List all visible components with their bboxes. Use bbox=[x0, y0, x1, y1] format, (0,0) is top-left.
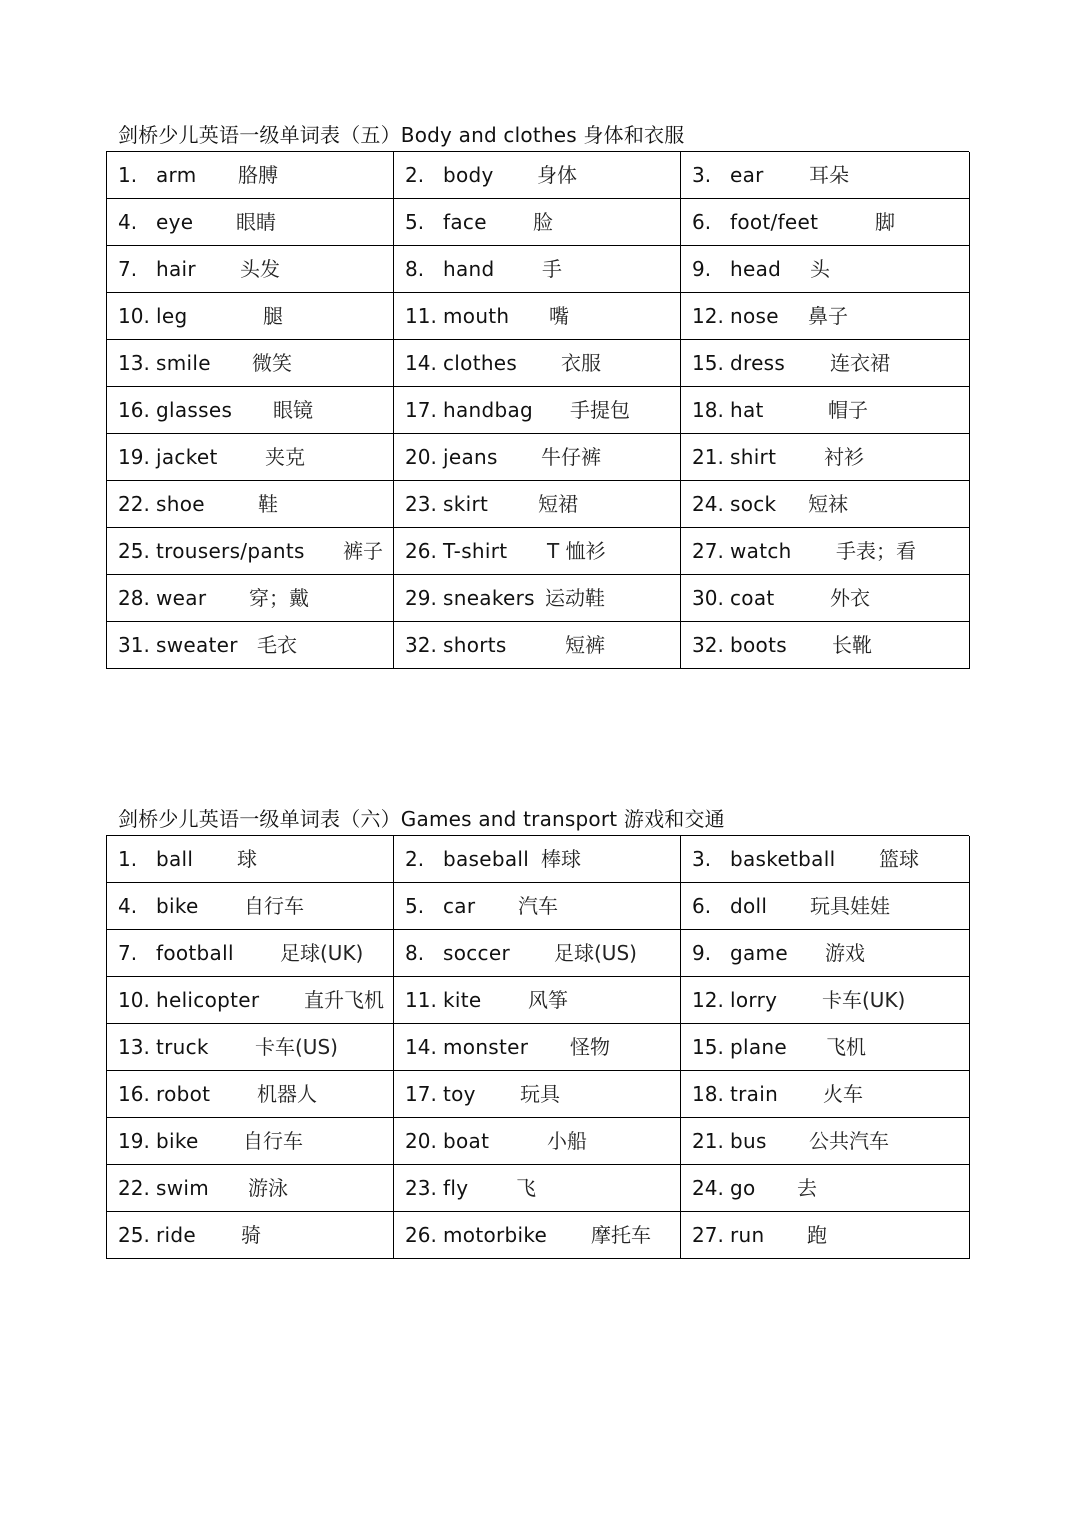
item-number: 3. bbox=[692, 163, 712, 187]
chinese-meaning: T 恤衫 bbox=[547, 539, 606, 563]
chinese-meaning: 手提包 bbox=[570, 398, 630, 422]
chinese-meaning: 衣服 bbox=[561, 351, 601, 375]
english-word: lorry bbox=[730, 988, 778, 1012]
item-number: 18. bbox=[692, 1082, 724, 1106]
table-cell bbox=[394, 246, 681, 293]
item-number: 4. bbox=[118, 894, 138, 918]
item-number: 16. bbox=[118, 1082, 150, 1106]
item-number: 6. bbox=[692, 894, 712, 918]
english-word: clothes bbox=[443, 351, 518, 375]
table-cell bbox=[681, 434, 970, 481]
english-word: handbag bbox=[443, 398, 534, 422]
item-number: 21. bbox=[692, 1129, 724, 1153]
table-cell bbox=[681, 1071, 970, 1118]
item-number: 26. bbox=[405, 1223, 437, 1247]
english-word: swim bbox=[156, 1176, 210, 1200]
item-number: 27. bbox=[692, 539, 724, 563]
chinese-meaning: 短裤 bbox=[565, 633, 605, 657]
vocabulary-table bbox=[106, 151, 969, 669]
chinese-meaning: 摩托车 bbox=[591, 1223, 651, 1247]
english-word: coat bbox=[730, 586, 775, 610]
english-word: monster bbox=[443, 1035, 529, 1059]
item-number: 13. bbox=[118, 1035, 150, 1059]
table-cell bbox=[681, 293, 970, 340]
english-word: T-shirt bbox=[443, 539, 508, 563]
item-number: 31. bbox=[118, 633, 150, 657]
chinese-meaning: 外衣 bbox=[830, 586, 870, 610]
table-cell bbox=[394, 1212, 681, 1259]
english-word: head bbox=[730, 257, 782, 281]
table-cell bbox=[107, 836, 394, 883]
item-number: 32. bbox=[405, 633, 437, 657]
item-number: 23. bbox=[405, 1176, 437, 1200]
english-word: leg bbox=[156, 304, 188, 328]
english-word: trousers/pants bbox=[156, 539, 305, 563]
chinese-meaning: 毛衣 bbox=[257, 633, 297, 657]
table-cell bbox=[681, 528, 970, 575]
table-cell bbox=[681, 246, 970, 293]
chinese-meaning: 卡车(UK) bbox=[822, 988, 906, 1012]
table-cell bbox=[681, 883, 970, 930]
chinese-meaning: 短裙 bbox=[538, 492, 578, 516]
item-number: 11. bbox=[405, 988, 437, 1012]
item-number: 6. bbox=[692, 210, 712, 234]
english-word: wear bbox=[156, 586, 207, 610]
english-word: shorts bbox=[443, 633, 507, 657]
english-word: nose bbox=[730, 304, 779, 328]
english-word: toy bbox=[443, 1082, 476, 1106]
table-cell bbox=[394, 622, 681, 669]
table-cell bbox=[394, 1165, 681, 1212]
chinese-meaning: 头发 bbox=[240, 257, 280, 281]
english-word: soccer bbox=[443, 941, 510, 965]
table-cell bbox=[394, 883, 681, 930]
english-word: ear bbox=[730, 163, 764, 187]
table-cell bbox=[394, 977, 681, 1024]
english-word: dress bbox=[730, 351, 786, 375]
item-number: 2. bbox=[405, 163, 425, 187]
item-number: 17. bbox=[405, 398, 437, 422]
chinese-meaning: 玩具娃娃 bbox=[810, 894, 890, 918]
chinese-meaning: 游戏 bbox=[825, 941, 865, 965]
table-cell bbox=[107, 199, 394, 246]
item-number: 20. bbox=[405, 1129, 437, 1153]
english-word: bike bbox=[156, 894, 199, 918]
table-cell bbox=[681, 152, 970, 199]
item-number: 24. bbox=[692, 1176, 724, 1200]
chinese-meaning: 卡车(US) bbox=[255, 1035, 338, 1059]
item-number: 20. bbox=[405, 445, 437, 469]
english-word: sock bbox=[730, 492, 777, 516]
chinese-meaning: 手 bbox=[542, 257, 562, 281]
english-word: fly bbox=[443, 1176, 469, 1200]
item-number: 27. bbox=[692, 1223, 724, 1247]
item-number: 18. bbox=[692, 398, 724, 422]
table-cell bbox=[394, 293, 681, 340]
item-number: 5. bbox=[405, 894, 425, 918]
item-number: 22. bbox=[118, 1176, 150, 1200]
item-number: 29. bbox=[405, 586, 437, 610]
english-word: go bbox=[730, 1176, 756, 1200]
table-cell bbox=[681, 1118, 970, 1165]
english-word: sweater bbox=[156, 633, 238, 657]
table-cell bbox=[107, 152, 394, 199]
chinese-meaning: 自行车 bbox=[243, 1129, 303, 1153]
english-word: hat bbox=[730, 398, 764, 422]
table-cell bbox=[394, 836, 681, 883]
chinese-meaning: 飞机 bbox=[826, 1035, 866, 1059]
item-number: 25. bbox=[118, 1223, 150, 1247]
chinese-meaning: 连衣裙 bbox=[830, 351, 890, 375]
item-number: 7. bbox=[118, 257, 138, 281]
chinese-meaning: 长靴 bbox=[832, 633, 872, 657]
chinese-meaning: 耳朵 bbox=[809, 163, 849, 187]
item-number: 16. bbox=[118, 398, 150, 422]
chinese-meaning: 球 bbox=[237, 847, 257, 871]
table-cell bbox=[681, 977, 970, 1024]
table-cell bbox=[107, 930, 394, 977]
english-word: motorbike bbox=[443, 1223, 548, 1247]
english-word: robot bbox=[156, 1082, 211, 1106]
chinese-meaning: 衬衫 bbox=[824, 445, 864, 469]
english-word: doll bbox=[730, 894, 768, 918]
chinese-meaning: 风筝 bbox=[528, 988, 568, 1012]
chinese-meaning: 运动鞋 bbox=[545, 586, 605, 610]
table-cell bbox=[107, 387, 394, 434]
table-cell bbox=[107, 977, 394, 1024]
english-word: basketball bbox=[730, 847, 836, 871]
item-number: 22. bbox=[118, 492, 150, 516]
english-word: football bbox=[156, 941, 234, 965]
english-word: jeans bbox=[443, 445, 498, 469]
item-number: 15. bbox=[692, 1035, 724, 1059]
chinese-meaning: 夹克 bbox=[265, 445, 305, 469]
item-number: 5. bbox=[405, 210, 425, 234]
english-word: jacket bbox=[156, 445, 218, 469]
item-number: 3. bbox=[692, 847, 712, 871]
chinese-meaning: 头 bbox=[810, 257, 830, 281]
item-number: 13. bbox=[118, 351, 150, 375]
item-number: 32. bbox=[692, 633, 724, 657]
item-number: 1. bbox=[118, 847, 138, 871]
table-cell bbox=[394, 434, 681, 481]
chinese-meaning: 腿 bbox=[263, 304, 283, 328]
english-word: car bbox=[443, 894, 476, 918]
table-cell bbox=[681, 481, 970, 528]
table-cell bbox=[107, 434, 394, 481]
table-cell bbox=[681, 387, 970, 434]
english-word: shirt bbox=[730, 445, 777, 469]
item-number: 9. bbox=[692, 257, 712, 281]
english-word: boots bbox=[730, 633, 787, 657]
english-word: foot/feet bbox=[730, 210, 819, 234]
item-number: 4. bbox=[118, 210, 138, 234]
item-number: 14. bbox=[405, 1035, 437, 1059]
table-cell bbox=[394, 575, 681, 622]
item-number: 9. bbox=[692, 941, 712, 965]
vocabulary-table bbox=[106, 835, 969, 1259]
chinese-meaning: 眼睛 bbox=[236, 210, 276, 234]
table-cell bbox=[681, 1165, 970, 1212]
chinese-meaning: 直升飞机 bbox=[304, 988, 384, 1012]
english-word: smile bbox=[156, 351, 211, 375]
english-word: kite bbox=[443, 988, 482, 1012]
table-cell bbox=[107, 1212, 394, 1259]
english-word: bike bbox=[156, 1129, 199, 1153]
table-cell bbox=[394, 930, 681, 977]
chinese-meaning: 胳膊 bbox=[238, 163, 278, 187]
table-cell bbox=[681, 575, 970, 622]
item-number: 28. bbox=[118, 586, 150, 610]
item-number: 21. bbox=[692, 445, 724, 469]
chinese-meaning: 篮球 bbox=[879, 847, 919, 871]
chinese-meaning: 飞 bbox=[516, 1176, 536, 1200]
chinese-meaning: 鞋 bbox=[258, 492, 278, 516]
table-cell bbox=[107, 1165, 394, 1212]
item-number: 19. bbox=[118, 445, 150, 469]
english-word: watch bbox=[730, 539, 792, 563]
chinese-meaning: 足球(US) bbox=[554, 941, 637, 965]
chinese-meaning: 足球(UK) bbox=[280, 941, 364, 965]
table-cell bbox=[107, 1071, 394, 1118]
chinese-meaning: 眼镜 bbox=[273, 398, 313, 422]
chinese-meaning: 机器人 bbox=[257, 1082, 317, 1106]
english-word: train bbox=[730, 1082, 779, 1106]
chinese-meaning: 短袜 bbox=[808, 492, 848, 516]
chinese-meaning: 脸 bbox=[533, 210, 553, 234]
item-number: 14. bbox=[405, 351, 437, 375]
chinese-meaning: 穿；戴 bbox=[249, 586, 309, 610]
english-word: ride bbox=[156, 1223, 196, 1247]
table-cell bbox=[394, 387, 681, 434]
table-cell bbox=[107, 575, 394, 622]
section-title: 剑桥少儿英语一级单词表（六）Games and transport 游戏和交通 bbox=[118, 807, 725, 831]
table-cell bbox=[107, 1024, 394, 1071]
chinese-meaning: 脚 bbox=[875, 210, 895, 234]
english-word: skirt bbox=[443, 492, 489, 516]
item-number: 11. bbox=[405, 304, 437, 328]
english-word: baseball bbox=[443, 847, 530, 871]
table-cell bbox=[681, 1024, 970, 1071]
item-number: 12. bbox=[692, 304, 724, 328]
item-number: 2. bbox=[405, 847, 425, 871]
chinese-meaning: 去 bbox=[797, 1176, 817, 1200]
table-cell bbox=[394, 152, 681, 199]
item-number: 8. bbox=[405, 941, 425, 965]
chinese-meaning: 火车 bbox=[823, 1082, 863, 1106]
english-word: mouth bbox=[443, 304, 510, 328]
chinese-meaning: 小船 bbox=[547, 1129, 587, 1153]
table-cell bbox=[107, 883, 394, 930]
table-cell bbox=[394, 1118, 681, 1165]
table-cell bbox=[394, 528, 681, 575]
chinese-meaning: 玩具 bbox=[520, 1082, 560, 1106]
chinese-meaning: 身体 bbox=[537, 163, 577, 187]
english-word: game bbox=[730, 941, 788, 965]
table-cell bbox=[107, 293, 394, 340]
chinese-meaning: 骑 bbox=[241, 1223, 261, 1247]
english-word: plane bbox=[730, 1035, 787, 1059]
chinese-meaning: 自行车 bbox=[244, 894, 304, 918]
item-number: 30. bbox=[692, 586, 724, 610]
item-number: 8. bbox=[405, 257, 425, 281]
section-title: 剑桥少儿英语一级单词表（五）Body and clothes 身体和衣服 bbox=[118, 123, 685, 147]
english-word: shoe bbox=[156, 492, 205, 516]
english-word: hair bbox=[156, 257, 196, 281]
chinese-meaning: 怪物 bbox=[570, 1035, 610, 1059]
chinese-meaning: 棒球 bbox=[541, 847, 581, 871]
english-word: truck bbox=[156, 1035, 209, 1059]
chinese-meaning: 公共汽车 bbox=[809, 1129, 889, 1153]
table-cell bbox=[107, 246, 394, 293]
english-word: ball bbox=[156, 847, 194, 871]
item-number: 17. bbox=[405, 1082, 437, 1106]
item-number: 23. bbox=[405, 492, 437, 516]
english-word: run bbox=[730, 1223, 765, 1247]
english-word: hand bbox=[443, 257, 495, 281]
table-cell bbox=[681, 340, 970, 387]
chinese-meaning: 汽车 bbox=[518, 894, 558, 918]
table-cell bbox=[107, 1118, 394, 1165]
item-number: 26. bbox=[405, 539, 437, 563]
item-number: 10. bbox=[118, 988, 150, 1012]
table-cell bbox=[107, 481, 394, 528]
table-cell bbox=[394, 340, 681, 387]
chinese-meaning: 帽子 bbox=[828, 398, 868, 422]
english-word: sneakers bbox=[443, 586, 535, 610]
item-number: 10. bbox=[118, 304, 150, 328]
chinese-meaning: 裤子 bbox=[343, 539, 383, 563]
table-cell bbox=[394, 481, 681, 528]
table-cell bbox=[681, 622, 970, 669]
table-cell bbox=[681, 930, 970, 977]
table-cell bbox=[107, 622, 394, 669]
english-word: face bbox=[443, 210, 487, 234]
chinese-meaning: 微笑 bbox=[252, 351, 292, 375]
english-word: bus bbox=[730, 1129, 767, 1153]
item-number: 25. bbox=[118, 539, 150, 563]
table-cell bbox=[394, 199, 681, 246]
table-cell bbox=[681, 836, 970, 883]
chinese-meaning: 鼻子 bbox=[808, 304, 848, 328]
chinese-meaning: 嘴 bbox=[549, 304, 569, 328]
english-word: eye bbox=[156, 210, 194, 234]
english-word: glasses bbox=[156, 398, 233, 422]
chinese-meaning: 牛仔裤 bbox=[541, 445, 601, 469]
chinese-meaning: 跑 bbox=[807, 1223, 827, 1247]
table-cell bbox=[394, 1024, 681, 1071]
english-word: helicopter bbox=[156, 988, 260, 1012]
item-number: 24. bbox=[692, 492, 724, 516]
table-cell bbox=[107, 528, 394, 575]
chinese-meaning: 游泳 bbox=[248, 1176, 288, 1200]
item-number: 1. bbox=[118, 163, 138, 187]
table-cell bbox=[107, 340, 394, 387]
item-number: 19. bbox=[118, 1129, 150, 1153]
table-cell bbox=[394, 1071, 681, 1118]
english-word: arm bbox=[156, 163, 197, 187]
table-cell bbox=[681, 199, 970, 246]
english-word: body bbox=[443, 163, 494, 187]
item-number: 15. bbox=[692, 351, 724, 375]
item-number: 12. bbox=[692, 988, 724, 1012]
chinese-meaning: 手表；看 bbox=[836, 539, 916, 563]
table-cell bbox=[681, 1212, 970, 1259]
item-number: 7. bbox=[118, 941, 138, 965]
english-word: boat bbox=[443, 1129, 490, 1153]
